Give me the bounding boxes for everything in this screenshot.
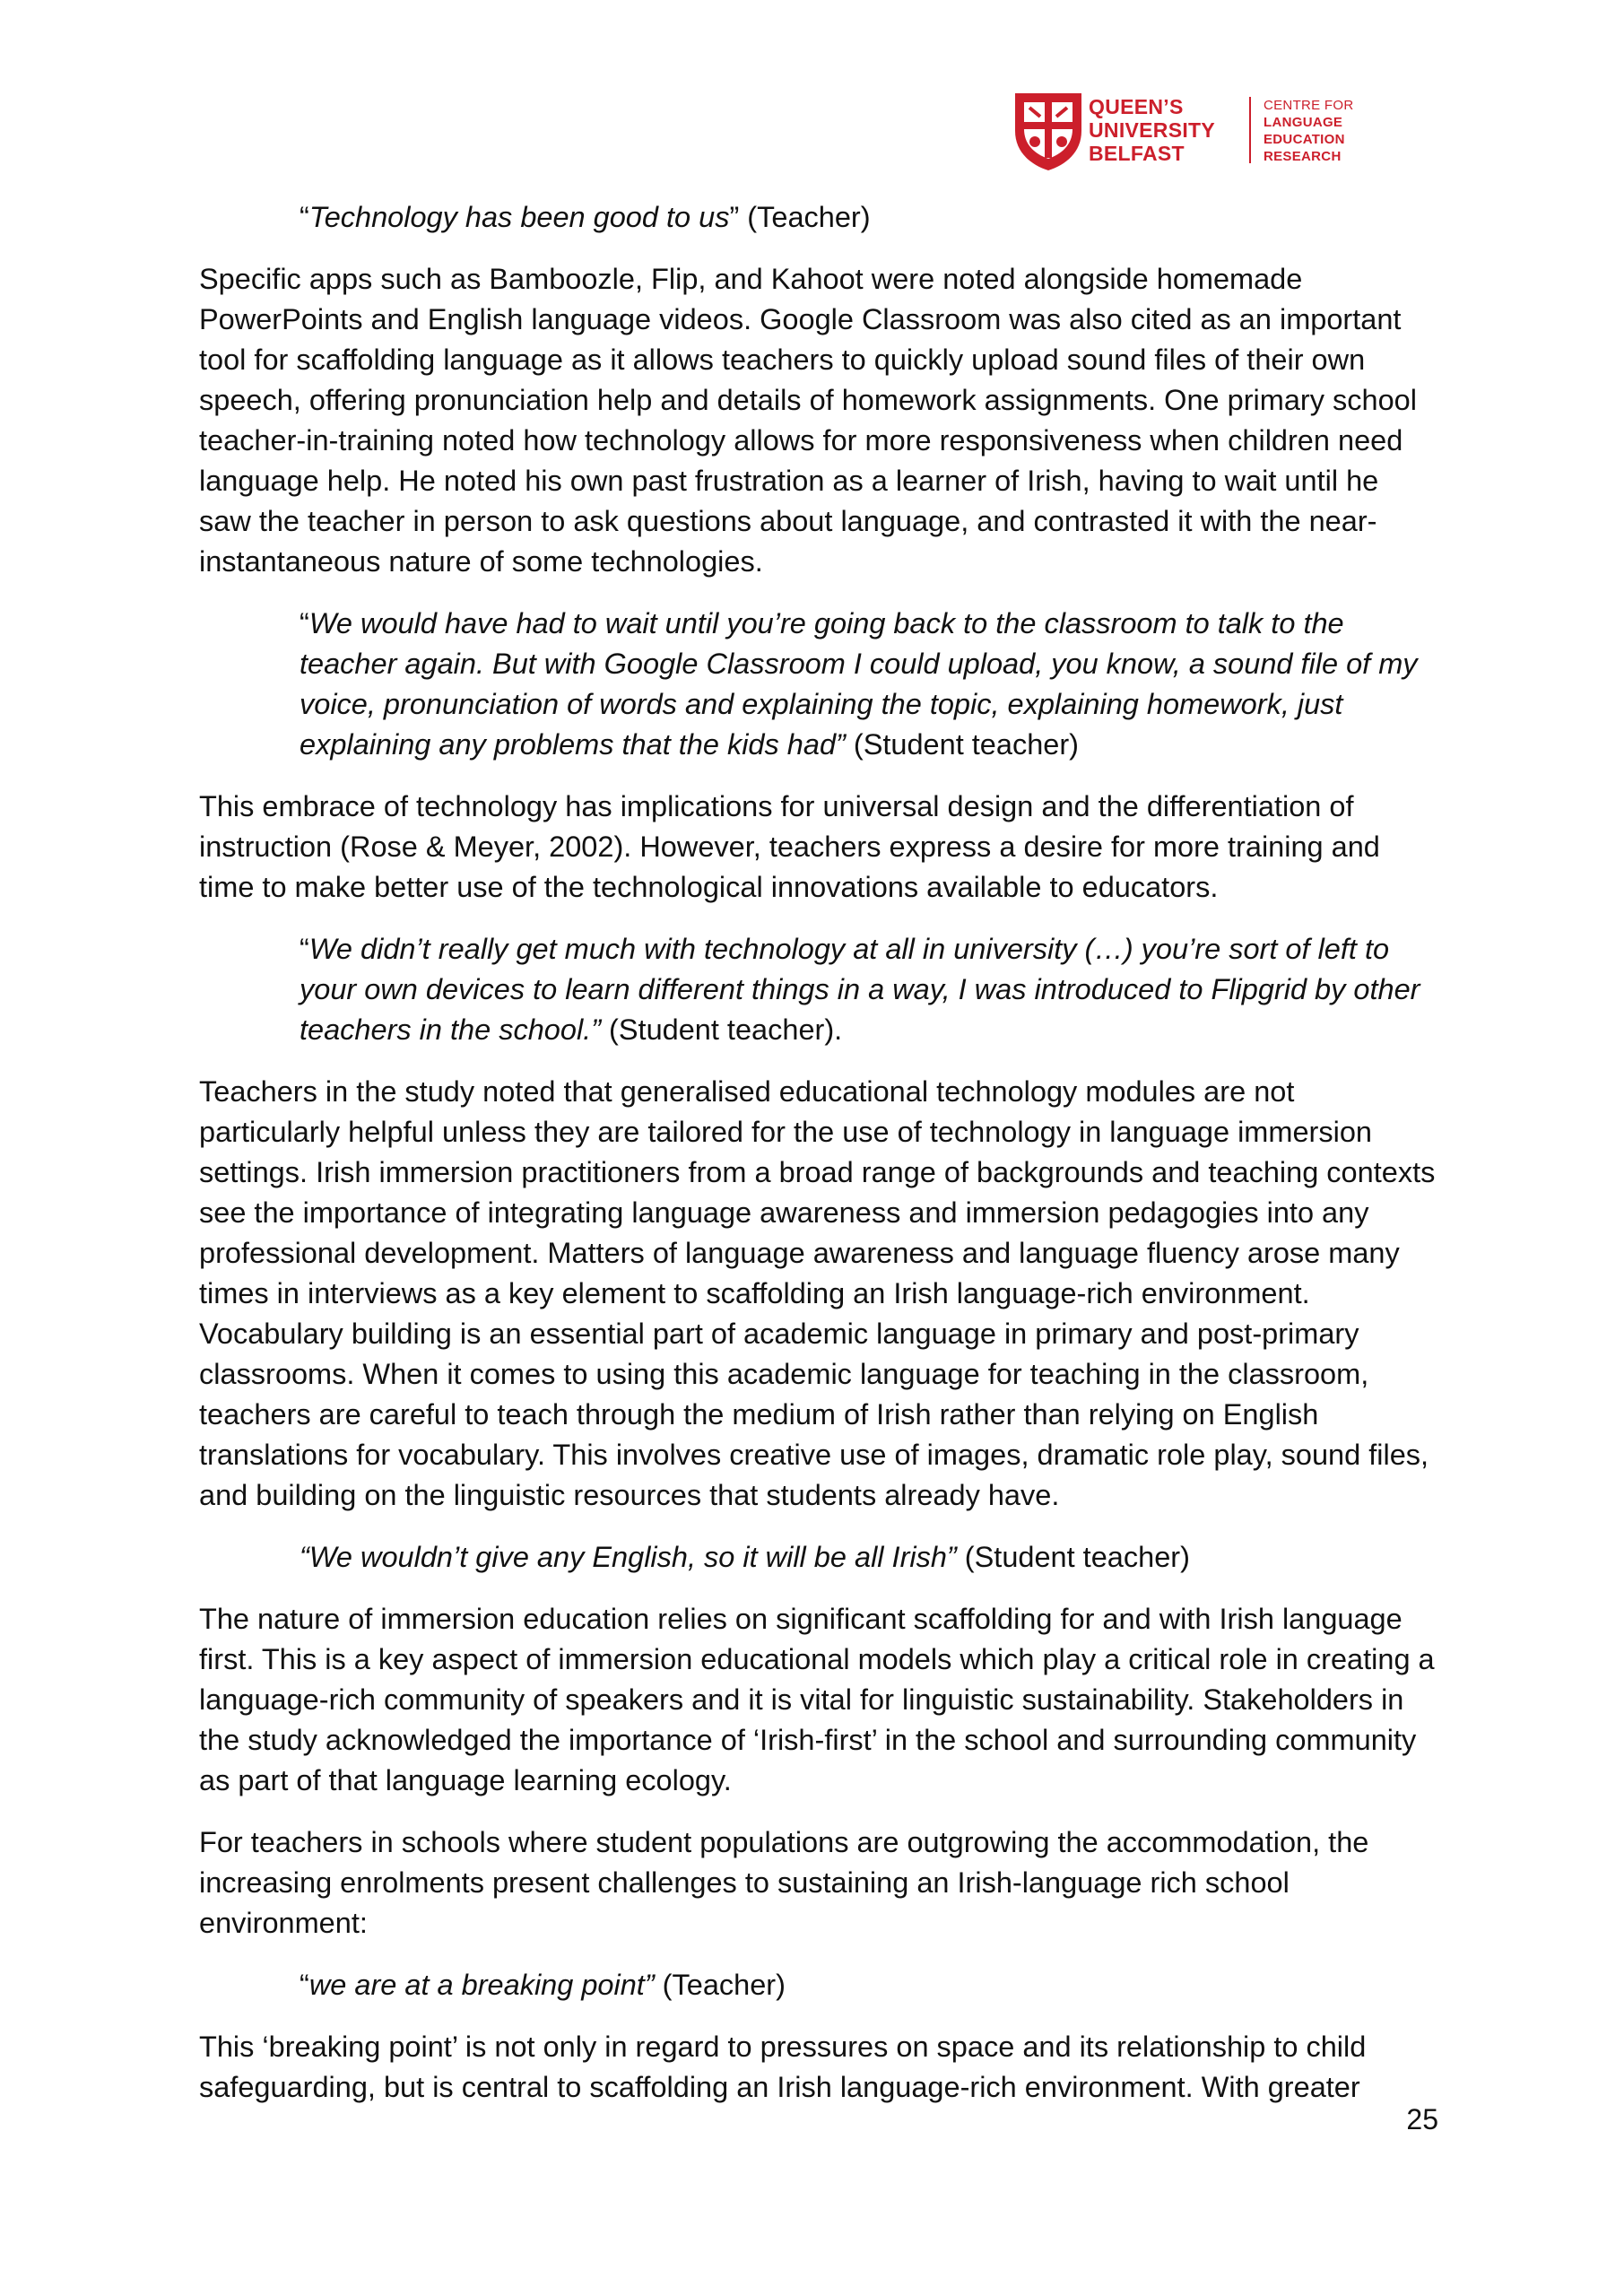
- quote-text: “We wouldn’t give any English, so it will be all Irish”: [300, 1541, 957, 1573]
- body-paragraph: This embrace of technology has implications for universal design and the differentiation of instruction (Rose & Meyer, 2002). However, teachers express a desire for more training and time to make better use of the technological innovations available to educators.: [199, 790, 1380, 903]
- quote-open: “: [300, 607, 309, 639]
- university-crest-icon: [1012, 90, 1085, 172]
- centre-name-line-3: EDUCATION: [1264, 132, 1345, 147]
- centre-name-line-2: LANGUAGE: [1264, 115, 1343, 130]
- page-number: 25: [1406, 2103, 1438, 2135]
- block-quote: [300, 604, 1437, 765]
- body-paragraph: The nature of immersion education relies on significant scaffolding for and with Irish language first. This is a key aspect of immersion educational models which play a critical role in creating a language-rich community of speakers and it is vital for linguistic sustainability. Stakeholders in the study acknowledged the importance of ‘Irish-first’ in the school and surrounding community as part of that language learning ecology.: [199, 1603, 1435, 1796]
- quote-attribution: (Teacher): [654, 1969, 786, 2001]
- block-quote: [300, 929, 1437, 1050]
- quote-text: We would have had to wait until you’re going back to the classroom to talk to the teacher again. But with Google Classroom I could upload, you know, a sound file of my voice, pronunciation of words and explaining the topic, explaining homework, just explaining any problems that the kids had”: [300, 607, 1418, 761]
- quote-open: “: [300, 201, 309, 233]
- university-name-line-2: UNIVERSITY: [1089, 118, 1216, 142]
- centre-name-line-4: RESEARCH: [1264, 149, 1342, 164]
- body-paragraph: This ‘breaking point’ is not only in regard to pressures on space and its relationship to child safeguarding, but is central to scaffolding an Irish language-rich environment. With greater: [199, 2031, 1367, 2103]
- body-paragraph: Specific apps such as Bamboozle, Flip, and Kahoot were noted alongside homemade PowerPoints and English language videos. Google Classroom was also cited as an important tool for scaffolding language as it allows teachers to quickly upload sound files of their own speech, offering pronunciation help and details of homework assignments. One primary school teacher-in-training noted how technology allows for more responsiveness when children need language help. He noted his own past frustration as a learner of Irish, having to wait until he saw the teacher in person to ask questions about language, and contrasted it with the near-instantaneous nature of some technologies.: [199, 263, 1417, 578]
- quote-text: we are at a breaking point”: [308, 1969, 655, 2001]
- quote-text: Technology has been good to us: [308, 201, 730, 233]
- body-paragraph: Teachers in the study noted that generalised educational technology modules are not particularly helpful unless they are tailored for the use of technology in language immersion settings. Irish immersion practitioners from a broad range of backgrounds and teaching contexts see the importance of integrating language awareness and immersion pedagogies into any professional development. Matters of language awareness and language fluency arose many times in interviews as a key element to scaffolding an Irish language-rich environment. Vocabulary building is an essential part of academic language in primary and post-primary classrooms. When it comes to using this academic language for teaching in the classroom, teachers are careful to teach through the medium of Irish rather than relying on English translations for vocabulary. This involves creative use of images, dramatic role play, sound files, and building on the linguistic resources that students already have.: [199, 1075, 1436, 1511]
- quote-attribution: (Student teacher).: [601, 1013, 843, 1046]
- centre-wordmark: [1264, 97, 1354, 165]
- quote-attribution: ” (Teacher): [729, 201, 871, 233]
- quote-open: “: [300, 933, 309, 965]
- block-quote: [300, 1537, 1437, 1578]
- university-wordmark: [1089, 95, 1215, 165]
- header-logo: [1012, 90, 1370, 172]
- body-paragraph: For teachers in schools where student populations are outgrowing the accommodation, the increasing enrolments present challenges to sustaining an Irish-language rich school environment:: [199, 1826, 1369, 1939]
- logo-divider: [1249, 97, 1251, 163]
- block-quote: [300, 1965, 1437, 2005]
- quote-attribution: (Student teacher): [845, 728, 1079, 761]
- quote-open: “: [300, 1969, 309, 2001]
- university-name-line-1: QUEEN’S: [1089, 95, 1184, 118]
- quote-text: We didn’t really get much with technology at all in university (…) you’re sort of left to your own devices to learn different things in a way, I was introduced to Flipgrid by other teachers in the school.”: [300, 933, 1420, 1046]
- centre-name-line-1: CENTRE FOR: [1264, 98, 1354, 113]
- university-name-line-3: BELFAST: [1089, 142, 1185, 165]
- quote-attribution: (Student teacher): [956, 1541, 1190, 1573]
- block-quote: [300, 197, 1437, 238]
- document-body: [199, 197, 1437, 2129]
